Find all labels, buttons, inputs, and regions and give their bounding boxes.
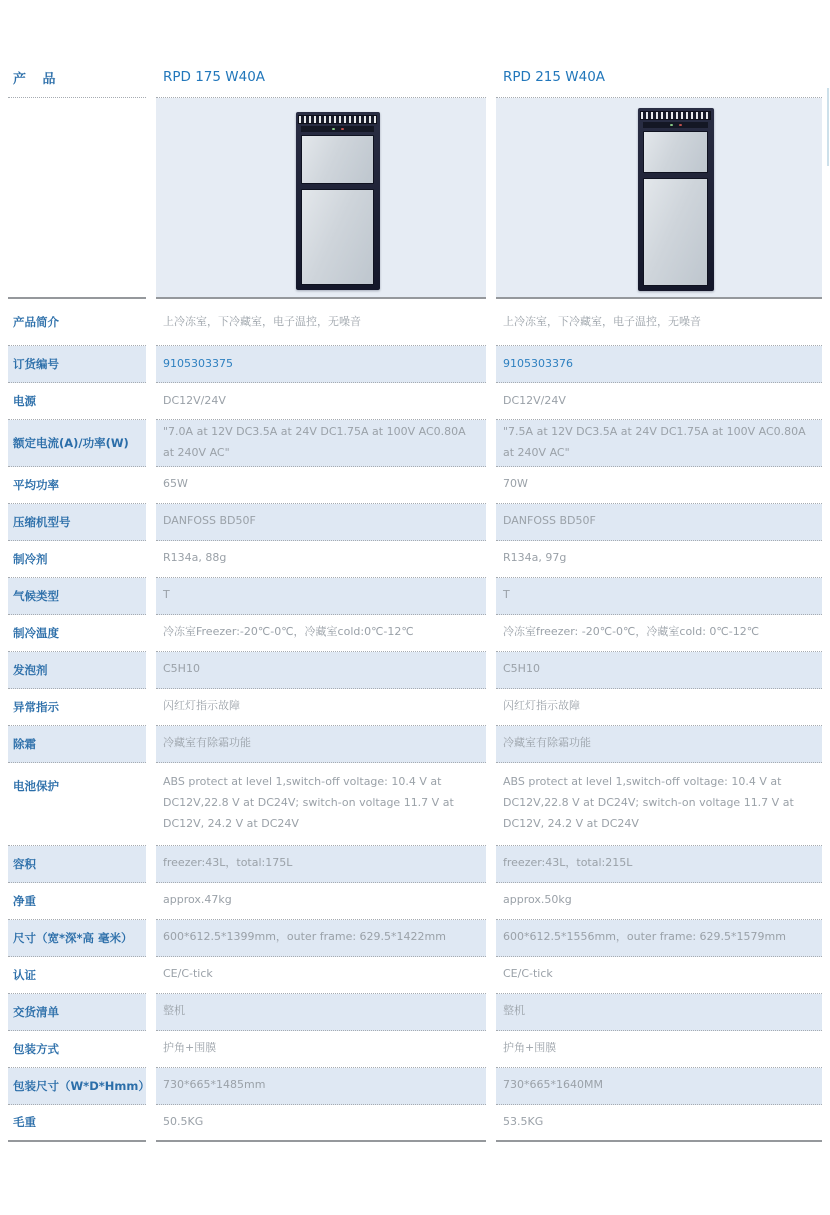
green-indicator-icon [670, 124, 673, 126]
spec-value-model-1: 上冷冻室，下冷藏室，电子温控，无噪音 [163, 314, 361, 328]
spec-value-model-2: T [503, 588, 510, 602]
product-image-row [8, 98, 822, 299]
spec-value-model-2: approx.50kg [503, 893, 572, 907]
row-label: 额定电流(A)/功率(W) [13, 435, 129, 450]
spec-row [8, 652, 822, 689]
spec-value-model-1: 冷藏室有除霜功能 [163, 736, 251, 750]
spec-row [8, 920, 822, 957]
order-number-link[interactable]: 9105303375 [163, 356, 233, 370]
spec-value-model-2: DC12V/24V [503, 393, 566, 407]
spec-row [8, 383, 822, 420]
spec-value-model-2: freezer:43L，total:215L [503, 856, 633, 870]
spec-row [8, 578, 822, 615]
products-header-label: 产 品 [8, 57, 146, 98]
row-label: 容积 [13, 856, 36, 871]
spec-value-model-2: 冷藏室有除霜功能 [503, 736, 591, 750]
model-1-title: RPD 175 W40A [156, 57, 486, 98]
spec-value-model-1: R134a, 88g [163, 551, 227, 565]
spec-value-model-1: 冷冻室Freezer:-20℃-0℃，冷藏室cold:0℃-12℃ [163, 625, 414, 639]
spec-row [8, 689, 822, 726]
spec-value-model-2: R134a, 97g [503, 551, 567, 565]
spec-value-model-1: 730*665*1485mm [163, 1078, 266, 1092]
row-label: 净重 [13, 893, 36, 908]
row-label: 异常指示 [13, 699, 59, 714]
spec-value-model-2: 整机 [503, 1004, 525, 1018]
control-panel [301, 126, 374, 132]
row-label: 认证 [13, 967, 36, 982]
spec-value-model-2: 70W [503, 477, 528, 491]
spec-value-model-1: 600*612.5*1399mm，outer frame: 629.5*1422mm [163, 930, 446, 944]
spec-row [8, 541, 822, 578]
red-indicator-icon [341, 128, 344, 130]
spec-row [8, 615, 822, 652]
spec-value-model-2: "7.5A at 12V DC3.5A at 24V DC1.75A at 100V AC0.80A at 240V AC" [503, 425, 806, 459]
control-panel [643, 122, 708, 128]
spec-value-model-1: C5H10 [163, 662, 200, 676]
row-label: 制冷温度 [13, 625, 59, 640]
fridge-door [643, 178, 708, 286]
spec-row [8, 846, 822, 883]
spec-row [8, 504, 822, 541]
spec-value-model-1: freezer:43L，total:175L [163, 856, 293, 870]
row-label: 毛重 [13, 1115, 36, 1130]
spec-row [8, 1068, 822, 1105]
spec-row [8, 1105, 822, 1142]
spec-value-model-1: 整机 [163, 1004, 185, 1018]
spec-row [8, 726, 822, 763]
spec-value-model-2: 730*665*1640MM [503, 1078, 603, 1092]
model-2-title: RPD 215 W40A [496, 57, 822, 98]
spec-value-model-2: DANFOSS BD50F [503, 514, 596, 528]
spec-value-model-2: 闪红灯指示故障 [503, 699, 580, 713]
spec-row [8, 467, 822, 504]
spec-value-model-1: DANFOSS BD50F [163, 514, 256, 528]
spec-row [8, 957, 822, 994]
spec-value-model-1: 65W [163, 477, 188, 491]
refrigerator-photo-rpd-215 [638, 108, 714, 291]
header-row [8, 57, 822, 98]
row-label: 电池保护 [13, 778, 59, 793]
spec-value-model-1: 闪红灯指示故障 [163, 699, 240, 713]
row-label: 订货编号 [13, 356, 59, 371]
spec-value-model-1: "7.0A at 12V DC3.5A at 24V DC1.75A at 100V AC0.80A at 240V AC" [163, 425, 466, 459]
vent-grille-icon [298, 115, 377, 124]
row-label: 尺寸（宽*深*高 毫米） [13, 930, 133, 945]
spec-value-model-2: C5H10 [503, 662, 540, 676]
spec-rows [8, 299, 822, 1142]
spec-value-model-2: ABS protect at level 1,switch-off voltage: 10.4 V at DC12V,22.8 V at DC24V; switch-on voltage 11.7 V at DC12V, 24.2 V at DC24V [503, 775, 794, 831]
freezer-door [301, 135, 374, 184]
fridge-door [301, 189, 374, 285]
spec-row [8, 299, 822, 346]
row-label: 气候类型 [13, 588, 59, 603]
spec-row [8, 763, 822, 846]
spec-row [8, 883, 822, 920]
spec-value-model-1: ABS protect at level 1,switch-off voltage: 10.4 V at DC12V,22.8 V at DC24V; switch-on voltage 11.7 V at DC12V, 24.2 V at DC24V [163, 775, 454, 831]
row-label: 包装方式 [13, 1041, 59, 1056]
spec-row [8, 1031, 822, 1068]
spec-row [8, 420, 822, 467]
spec-value-model-2: CE/C-tick [503, 967, 553, 981]
spec-value-model-2: 53.5KG [503, 1114, 544, 1128]
red-indicator-icon [679, 124, 682, 126]
spec-row [8, 346, 822, 383]
spec-value-model-1: T [163, 588, 170, 602]
image-row-label-spacer [8, 98, 146, 299]
spec-value-model-1: DC12V/24V [163, 393, 226, 407]
refrigerator-photo-rpd-175 [296, 112, 380, 290]
spec-value-model-2: 冷冻室freezer: -20℃-0℃，冷藏室cold: 0℃-12℃ [503, 625, 760, 639]
row-label: 除霜 [13, 736, 36, 751]
row-label: 交货清单 [13, 1004, 59, 1019]
row-label: 包装尺寸（W*D*Hmm） [13, 1078, 150, 1093]
row-label: 发泡剂 [13, 662, 48, 677]
spec-value-model-2: 上冷冻室，下冷藏室，电子温控，无噪音 [503, 314, 701, 328]
order-number-link[interactable]: 9105303376 [503, 356, 573, 370]
green-indicator-icon [332, 128, 335, 130]
row-label: 电源 [13, 393, 36, 408]
row-label: 平均功率 [13, 477, 59, 492]
row-label: 制冷剂 [13, 551, 48, 566]
freezer-door [643, 131, 708, 173]
spec-value-model-1: 50.5KG [163, 1114, 204, 1128]
product-image-cell-2 [496, 98, 822, 299]
product-image-cell-1 [156, 98, 486, 299]
spec-value-model-1: 护角+围膜 [163, 1041, 217, 1055]
vent-grille-icon [640, 111, 711, 120]
spec-value-model-1: approx.47kg [163, 893, 232, 907]
row-label: 产品简介 [13, 314, 59, 329]
spec-row [8, 994, 822, 1031]
row-label: 压缩机型号 [13, 514, 71, 529]
scrollbar-fragment [827, 88, 829, 166]
spec-value-model-2: 600*612.5*1556mm，outer frame: 629.5*1579mm [503, 930, 786, 944]
spec-value-model-2: 护角+围膜 [503, 1041, 557, 1055]
spec-value-model-1: CE/C-tick [163, 967, 213, 981]
